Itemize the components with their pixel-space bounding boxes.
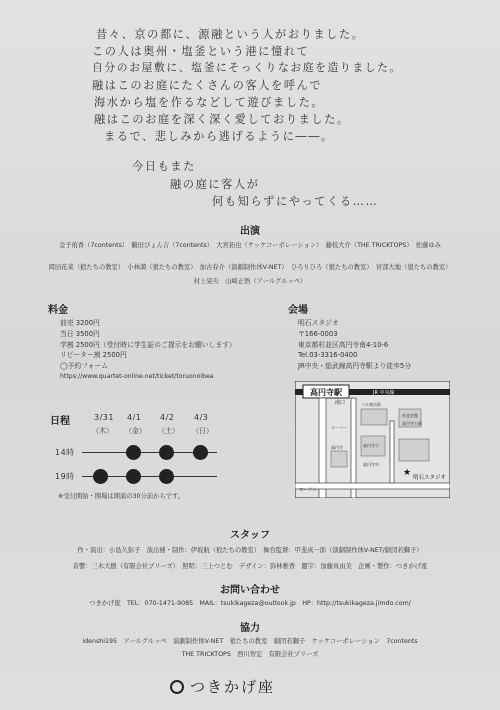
exit-label: 南口 <box>335 400 346 406</box>
intro-line: 海水から塩を作るなどして遊びました。 <box>94 96 325 109</box>
staff-title: スタッフ <box>230 530 270 541</box>
staff-row: 作・演出：小島久弥子 演出補・制作：伊坂航（狼たちの教室） 舞台監督：甲斐真一郎（演劇制作体V-NET/劇団若獅子） <box>77 547 423 554</box>
contact-title: お問い合わせ <box>220 585 280 596</box>
price-line: リピーター割 2500円 <box>60 351 127 360</box>
schedule-day: （土） <box>158 427 179 435</box>
performance-dot <box>159 469 174 484</box>
performance-dot <box>159 445 174 460</box>
map-label: パル商店街 <box>361 402 381 407</box>
map-label: 高円寺公園 <box>402 421 422 426</box>
cast-row: 岡田花菜（狼たちの教室） 小林満（狼たちの教室） 加古春介（演劇制作体V-NET） ひろりひろ（狼たちの教室） 宮部大地（狼たちの教室） <box>48 264 452 271</box>
performance-dot <box>126 445 141 460</box>
performance-dot <box>126 469 141 484</box>
venue-info <box>298 318 411 372</box>
cast-row: 金子侑香（7contents） 鶴田ぴょん吉（7contents） 大宮拓也（ケッケコーポレーション） 藤枝大介（THE TRICKTOPS） 佐藤ゆみ <box>58 242 441 249</box>
schedule-time: 14時 <box>55 448 75 457</box>
venue-map-label: 明石スタジオ <box>413 475 447 481</box>
support-title: 協力 <box>240 623 260 634</box>
schedule-day: （木） <box>92 427 113 435</box>
map-label: スーパー <box>331 425 347 430</box>
contact-line: つきかげ座 TEL：070-1471-9085 MAIL：tsukikageza@outlook.jp HP：http://tsukikageza.jimdo.com/ <box>89 600 411 607</box>
intro-line: 融はこのお庭を深く深く愛しておりました。 <box>94 113 350 126</box>
cast-title: 出演 <box>240 226 260 237</box>
schedule-title: 日程 <box>50 416 70 427</box>
schedule-date: 4/3 <box>194 413 209 422</box>
schedule-day: （金） <box>125 427 146 435</box>
map-label: 高円寺小 <box>363 443 379 448</box>
schedule-day: （日） <box>192 427 213 435</box>
venue-map <box>295 381 450 498</box>
venue-line: 明石スタジオ <box>298 319 339 327</box>
performance-dot <box>193 445 208 460</box>
intro-line: 何も知らずにやってくる…… <box>212 195 379 208</box>
support-row: idenshi195 アールグルッペ 演劇制作体V-NET 狼たちの教室 劇団若獅子 ケッケコーポレーション 7contents <box>82 638 418 645</box>
price-line: 学割 2500円（受付時に学生証のご提示をお願いします） <box>60 340 236 349</box>
schedule-date: 4/1 <box>127 413 142 422</box>
venue-line: Tel.03-3316-0400 <box>298 351 358 360</box>
schedule-date: 3/31 <box>94 413 114 422</box>
map-label: 高円寺 <box>331 445 343 450</box>
performance-dot <box>93 469 108 484</box>
troupe-name: つきかげ座 <box>190 678 276 696</box>
price-line: 前売 3200円 <box>60 319 100 327</box>
staff-row: 音響：三木大樹（有限会社プリーズ） 照明：三上つとむ デザイン：弥林雅香 題字：加藤真由美 企画・製作：つきかげ座 <box>72 563 428 570</box>
map-label: 高円寺中 <box>363 462 379 467</box>
intro-line: まるで、悲しみから逃げるように――。 <box>104 130 334 143</box>
schedule-date: 4/2 <box>160 413 175 422</box>
station-label: 高円寺駅 <box>310 388 342 397</box>
schedule-note: ※受付開始・開場は開演の30分前からです。 <box>58 493 185 500</box>
venue-line: 〒166-0003 <box>298 329 338 338</box>
intro-line: 今日もまた <box>132 160 196 173</box>
venue-line: 東京都杉並区高円寺南4-10-6 <box>298 340 389 349</box>
venue-line: JR中央・総武線高円寺駅より徒歩5分 <box>298 362 412 371</box>
support-row: THE TRICKTOPS 西川智宏 有限会社プリーズ <box>181 651 319 658</box>
schedule-time: 19時 <box>55 472 75 481</box>
cast-row: 村上晃央 山崎正悟（アールグルッペ） <box>193 278 307 285</box>
venue-star-icon: ★ <box>403 468 412 478</box>
moon-logo-icon <box>170 680 184 694</box>
reservation-link[interactable]: https://www.quartet-online.net/ticket/toruonoibea <box>60 372 214 380</box>
price-info <box>60 318 236 383</box>
intro-line: 昔々、京の都に、源融という人がおりました。 <box>96 28 365 41</box>
intro-line: この人は奥州・塩釜という港に憧れて <box>92 45 310 58</box>
price-line: ◯予約フォーム <box>60 362 109 371</box>
price-line: 当日 3500円 <box>60 329 100 338</box>
intro-line: 融はこのお庭にたくさんの客人を呼んで <box>92 79 323 92</box>
map-label-lawson: ローソン <box>299 488 317 493</box>
map-label: 杉並会館 <box>402 413 418 418</box>
intro-line: 融の庭に客人が <box>170 178 260 191</box>
intro-line: 自分のお屋敷に、塩釜にそっくりなお庭を造りました。 <box>92 61 402 74</box>
line-label: JR 中央線 <box>373 390 395 396</box>
venue-title: 会場 <box>288 305 308 316</box>
troupe-logo <box>170 676 275 697</box>
price-title: 料金 <box>48 305 68 316</box>
